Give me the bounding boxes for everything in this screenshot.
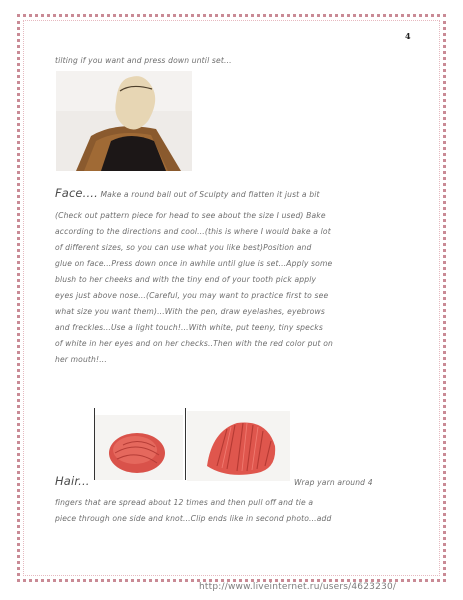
face-heading: Face.... [55, 186, 98, 200]
page-number: 4 [405, 31, 411, 41]
face-line: and freckles...Use a light touch!...With white, put teeny, tiny specks [55, 323, 323, 332]
face-line: her mouth!... [55, 355, 107, 364]
doll-photo [56, 71, 192, 171]
photo-divider [185, 408, 186, 480]
face-line: according to the directions and cool...(this is where I would bake a lot [55, 227, 331, 236]
face-text: Make a round ball out of Sculpty and flatten it just a bit [100, 190, 320, 199]
face-line: (Check out pattern piece for head to see about the size I used) Bake [55, 211, 326, 220]
face-line: glue on face...Press down once in awhile until glue is set...Apply some [55, 259, 333, 268]
face-line: what size you want them)...With the pen, draw eyelashes, eyebrows [55, 307, 325, 316]
watermark-url: http://www.liveinternet.ru/users/4623230/ [199, 582, 397, 592]
hair-text: Wrap yarn around 4 [294, 478, 373, 487]
face-line: eyes just above nose...(Careful, you may want to practice first to see [55, 291, 329, 300]
yarn-photo-1 [95, 415, 183, 480]
text-line-top: tilting if you want and press down until set... [55, 56, 232, 65]
face-first-line [55, 186, 320, 200]
hair-first-line [55, 474, 90, 488]
hair-line: fingers that are spread about 12 times and then pull off and tie a [55, 498, 314, 507]
hair-heading: Hair... [55, 474, 90, 488]
face-line: of white in her eyes and on her checks..Then with the red color put on [55, 339, 333, 348]
face-line: blush to her cheeks and with the tiny end of your tooth pick apply [55, 275, 317, 284]
face-line: of different sizes, so you can use what you like best)Position and [55, 243, 312, 252]
hair-line: piece through one side and knot...Clip ends like in second photo...add [55, 514, 332, 523]
yarn-photo-2 [187, 411, 290, 481]
